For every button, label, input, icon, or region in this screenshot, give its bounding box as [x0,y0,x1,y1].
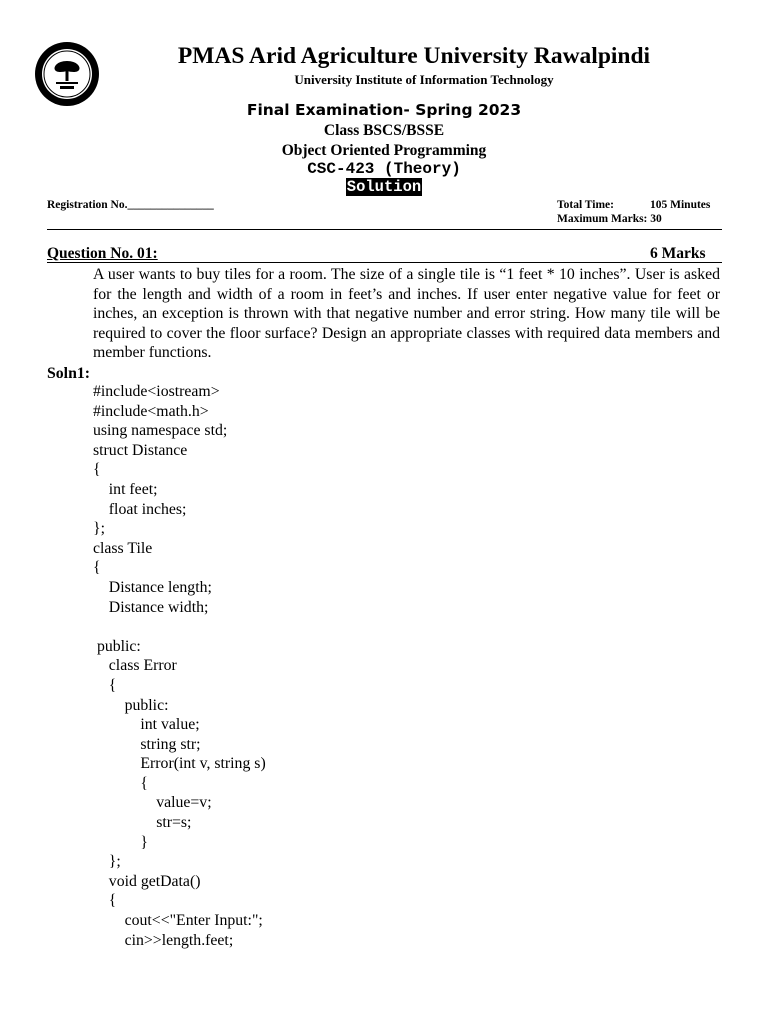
question-marks: 6 Marks [650,245,706,262]
header-divider [47,229,722,230]
class-label: Class BSCS/BSSE [323,122,445,139]
total-time-value: 105 Minutes [650,199,711,211]
solution-label: Soln1: [47,365,91,382]
institute-name: University Institute of Information Technology [294,72,554,87]
solution-label: Solution [346,178,422,196]
university-name: PMAS Arid Agriculture University Rawalpindi [177,43,651,69]
question-underline [47,262,722,263]
solution-banner [0,178,768,196]
registration-no: Registration No._______________ [47,199,214,211]
course-code: CSC-423 (Theory) [307,160,461,178]
solution-code: #include<iostream> #include<math.h> using namespace std; struct Distance { int feet; float inches; }; class Tile { Distance length; Distance width; public: class Error { public: int value; string str; Error(int v, string s) { value=v; str=s; } }; void getData() { cout<<"Enter Input:"; cin>>length.feet; [93,383,266,949]
question-text: A user wants to buy tiles for a room. The size of a single tile is “1 feet * 10 inches”. User is asked for the length and width of a room in feet’s and inches. If user enter negative value for feet or inches, an exception is thrown with that negative number and error string. How many tile will be required to cover the floor surface? Design an appropriate classes with required data members and member functions. [93,266,720,361]
maximum-marks: Maximum Marks: 30 [557,213,662,225]
total-time-label: Total Time: [557,199,614,211]
question-label: Question No. 01: [47,245,158,262]
course-name: Object Oriented Programming [281,142,487,159]
exam-title: Final Examination- Spring 2023 [246,101,522,119]
